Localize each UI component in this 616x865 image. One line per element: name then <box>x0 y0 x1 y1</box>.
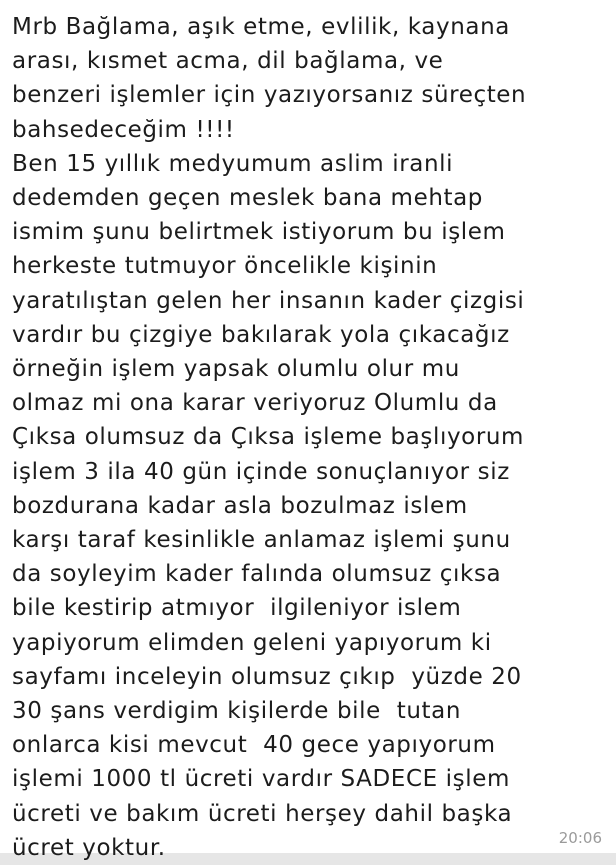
message-line: yaratılıştan gelen her insanın kader çizgisi <box>12 287 525 314</box>
message-line: herkeste tutmuyor öncelikle kişinin <box>12 253 438 280</box>
message-line: benzeri işlemler için yazıyorsanız süreçten <box>12 82 527 109</box>
message-timestamp: 20:06 <box>558 829 602 847</box>
message-line: da soyleyim kader falında olumsuz çıksa <box>12 561 502 588</box>
message-line: işlem 3 ila 40 gün içinde sonuçlanıyor siz <box>12 458 510 485</box>
message-line: dedemden geçen meslek bana mehtap <box>12 185 484 212</box>
message-line: bozdurana kadar asla bozulmaz islem <box>12 492 468 519</box>
message-text <box>12 10 612 865</box>
message-line: Çıksa olumsuz da Çıksa işleme başlıyorum <box>12 424 525 451</box>
message-line: ücreti ve bakım ücreti herşey dahil başka <box>12 800 513 827</box>
message-line: Ben 15 yıllık medyumum aslim iranli <box>12 150 454 177</box>
message-line: bile kestirip atmıyor ilgileniyor islem <box>12 595 462 622</box>
message-line: işlemi 1000 tl ücreti vardır SADECE işlem <box>12 766 510 793</box>
message-line: bahsedeceğim !!!! <box>12 116 235 143</box>
message-line: onlarca kisi mevcut 40 gece yapıyorum <box>12 732 496 759</box>
message-line: karşı taraf kesinlikle anlamaz işlemi şunu <box>12 527 511 554</box>
message-line: olmaz mi ona karar veriyoruz Olumlu da <box>12 390 498 417</box>
message-line: ücret yoktur. <box>12 834 166 861</box>
message-line: arası, kısmet acma, dil bağlama, ve <box>12 48 444 75</box>
message-line: sayfamı inceleyin olumsuz çıkıp yüzde 20 <box>12 663 522 690</box>
message-line: Mrb Bağlama, aşık etme, evlilik, kaynana <box>12 14 510 40</box>
message-line: 30 şans verdigim kişilerde bile tutan <box>12 698 462 725</box>
message-line: örneğin işlem yapsak olumlu olur mu <box>12 356 460 383</box>
message-line: vardır bu çizgiye bakılarak yola çıkacağız <box>12 321 510 348</box>
message-line: yapiyorum elimden geleni yapıyorum ki <box>12 629 492 656</box>
message-line: ismim şunu belirtmek istiyorum bu işlem <box>12 219 506 246</box>
